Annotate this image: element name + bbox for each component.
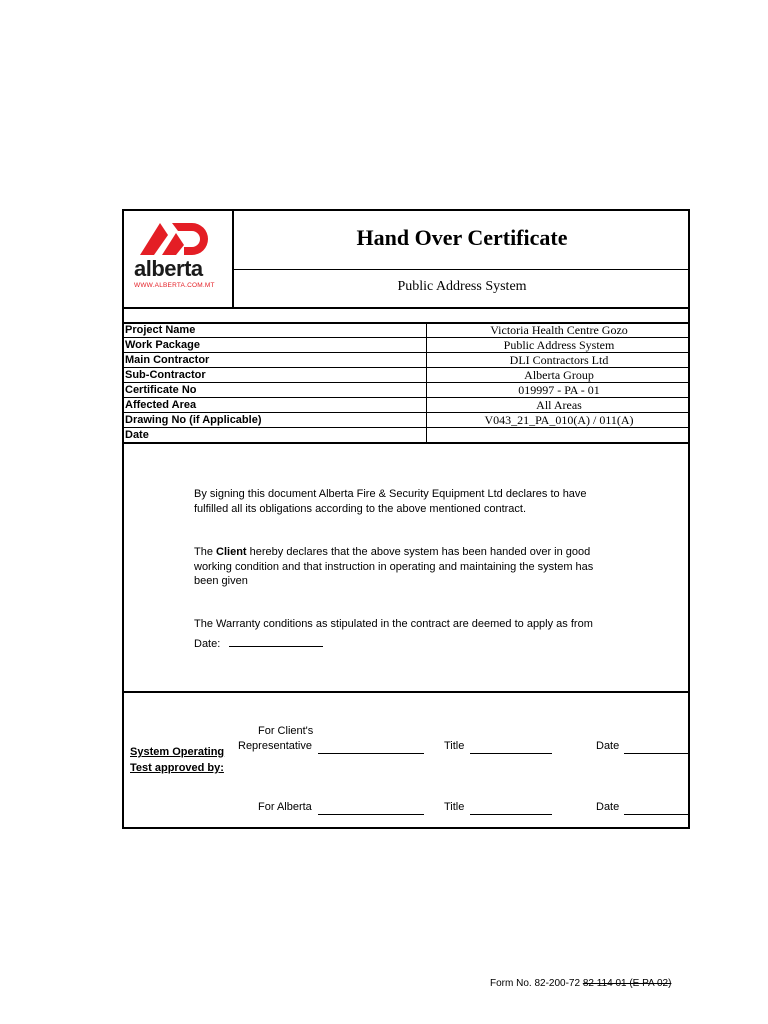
logo-wordmark: alberta xyxy=(134,256,203,281)
client-label-line1: For Client's xyxy=(258,725,314,737)
info-label: Sub-Contractor xyxy=(125,369,206,381)
client-signature-field[interactable] xyxy=(318,742,424,754)
info-row xyxy=(124,323,688,338)
warranty-date xyxy=(194,635,614,652)
client-title-field[interactable] xyxy=(470,742,552,754)
info-label: Affected Area xyxy=(125,399,197,411)
info-value xyxy=(426,428,691,443)
alberta-title-label: Title xyxy=(444,801,465,813)
info-value: Victoria Health Centre Gozo xyxy=(426,323,691,338)
form-number-current: Form No. 82-200-72 xyxy=(490,978,581,989)
alberta-title-field[interactable] xyxy=(470,803,552,815)
approved-label-line1: System Operating xyxy=(130,746,225,758)
approved-label-line2: Test approved by: xyxy=(130,762,224,774)
alberta-label: For Alberta xyxy=(258,801,312,813)
info-divider xyxy=(124,442,688,444)
info-label: Work Package xyxy=(125,339,201,351)
warranty-date-label: Date: xyxy=(194,638,221,650)
declaration-paragraph: By signing this document Alberta Fire & Security Equipment Ltd declares to have fulfilled all its obligations according to the above mentioned contract. xyxy=(194,488,587,515)
signature-divider xyxy=(124,691,688,693)
info-row xyxy=(124,368,688,383)
warranty-date-field[interactable] xyxy=(229,635,323,647)
logo-cell xyxy=(124,211,234,307)
info-label: Date xyxy=(125,429,149,441)
info-value: Public Address System xyxy=(426,338,691,353)
title-divider xyxy=(232,269,690,270)
form-number-old: 82 114 01 (E PA 02) xyxy=(582,978,672,989)
info-label: Main Contractor xyxy=(125,354,210,366)
client-date-label: Date xyxy=(596,740,620,752)
page-title: Hand Over Certificate xyxy=(356,225,568,250)
info-row xyxy=(124,353,688,368)
client-paragraph-rest: hereby declares that the above system has been handed over in good working condition and that instruction in operating and maintaining the system has been given xyxy=(194,546,594,587)
page-subtitle: Public Address System xyxy=(397,279,527,294)
info-value: All Areas xyxy=(426,398,691,413)
client-date-field[interactable] xyxy=(624,742,690,754)
alberta-date-label: Date xyxy=(596,801,620,813)
logo-url: WWW.ALBERTA.COM.MT xyxy=(134,282,215,289)
info-value: V043_21_PA_010(A) / 011(A) xyxy=(426,413,691,428)
info-value: DLI Contractors Ltd xyxy=(426,353,691,368)
client-bold: Client xyxy=(216,546,247,558)
client-paragraph-prefix: The xyxy=(194,546,217,558)
info-label: Project Name xyxy=(125,324,196,336)
alberta-date-field[interactable] xyxy=(624,803,690,815)
info-value: 019997 - PA - 01 xyxy=(426,383,691,398)
info-row xyxy=(124,413,688,428)
form-number xyxy=(490,978,671,989)
info-label: Drawing No (if Applicable) xyxy=(125,414,262,426)
alberta-signature-field[interactable] xyxy=(318,803,424,815)
info-row xyxy=(124,428,688,443)
client-label-line2: Representative xyxy=(238,740,312,752)
info-label: Certificate No xyxy=(125,384,197,396)
header-divider xyxy=(124,307,688,309)
info-row xyxy=(124,383,688,398)
warranty-paragraph: The Warranty conditions as stipulated in the contract are deemed to apply as from xyxy=(194,618,593,630)
info-value: Alberta Group xyxy=(426,368,691,383)
client-title-label: Title xyxy=(444,740,465,752)
info-row xyxy=(124,338,688,353)
client-paragraph xyxy=(194,545,614,589)
alberta-logo-icon xyxy=(132,215,224,259)
info-row xyxy=(124,398,688,413)
certificate-form xyxy=(122,209,690,829)
